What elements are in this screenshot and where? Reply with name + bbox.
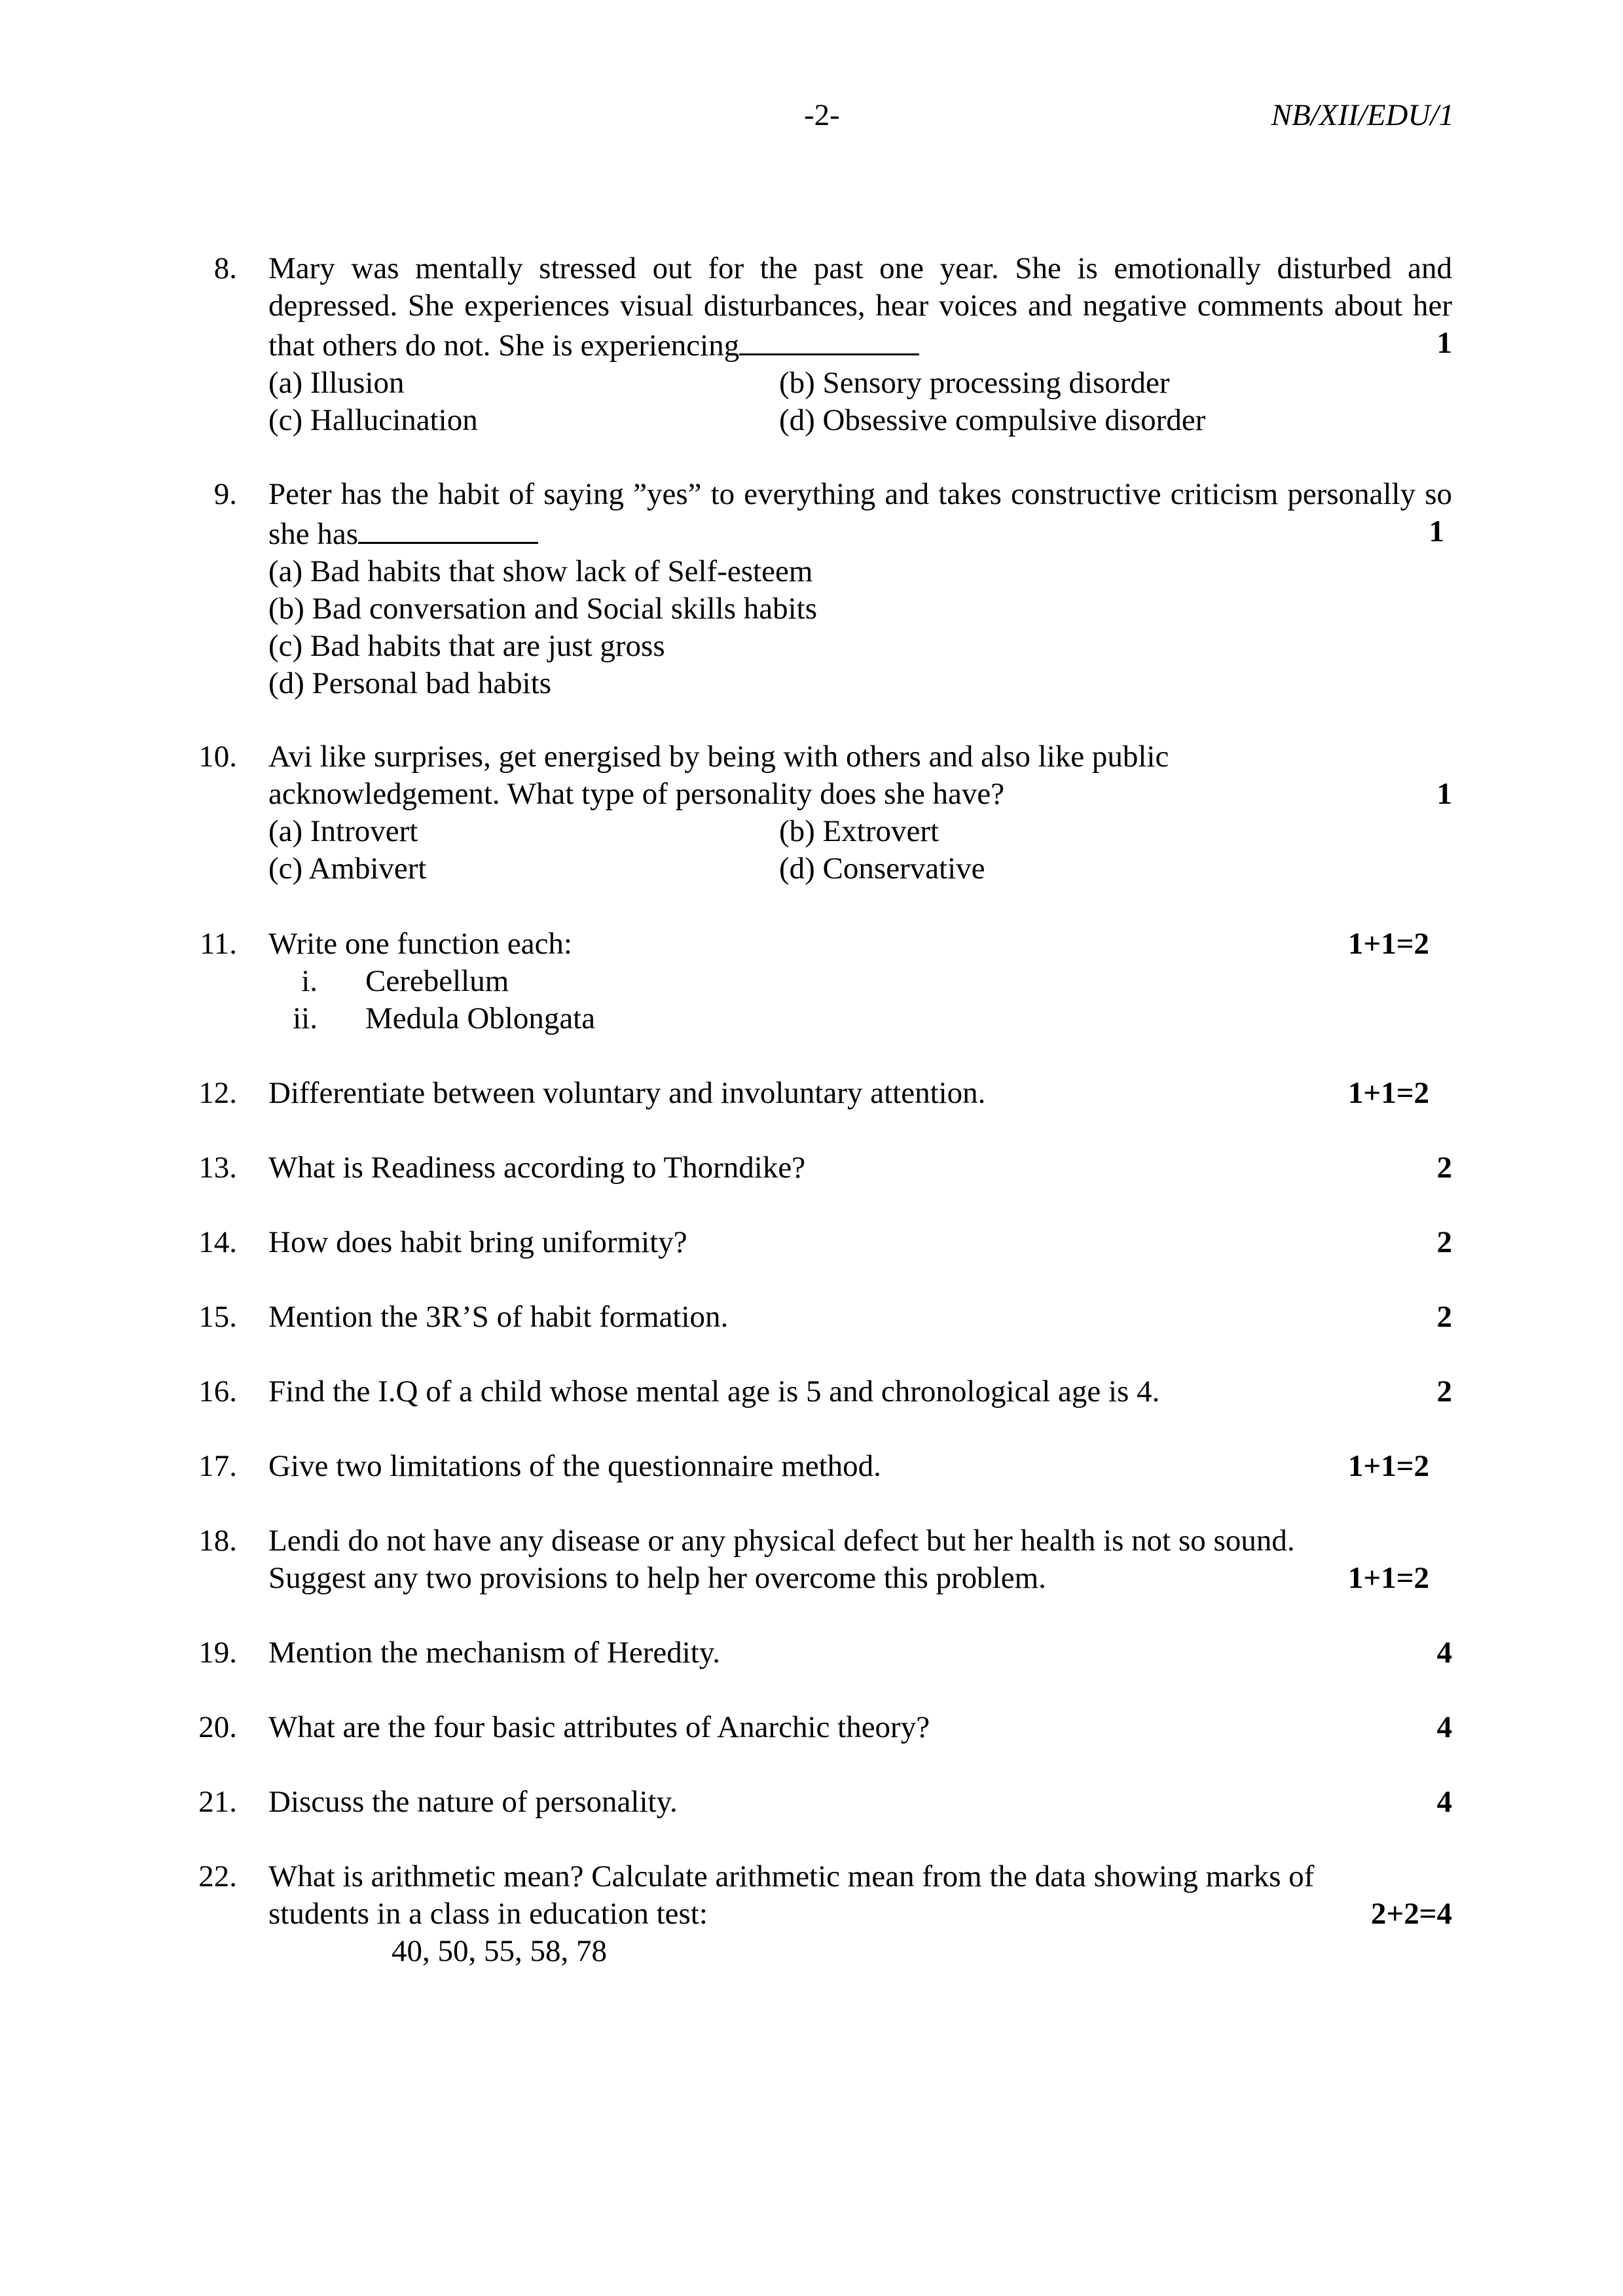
question-marks: 2 [1436,1300,1452,1334]
answer-blank [739,325,919,355]
question-number: 18. [198,1524,237,1558]
option-c: (c) Hallucination [268,403,478,437]
question-body [268,738,1452,888]
question-number: 20. [198,1710,237,1744]
question-number: 19. [198,1636,237,1670]
question-body [268,250,1452,439]
sub-item-2 [268,1000,1452,1037]
question-text [268,250,1452,365]
sub-item-text: Cerebellum [365,964,509,998]
question-number: 22. [198,1859,237,1893]
question-body [268,476,1452,702]
question-marks: 1+1=2 [1347,1076,1429,1110]
question-text: Find the I.Q of a child whose mental age is 5 and chronological age is 4. [268,1374,1160,1408]
question-number: 16. [198,1374,237,1408]
question-body [268,1858,1452,1970]
question-number: 12. [198,1076,237,1110]
option-d: (d) Personal bad habits [268,666,552,700]
question-marks: 2 [1436,1225,1452,1259]
answer-blank [358,513,538,544]
question-text-line-1: Avi like surprises, get energised by being with others and also like public [268,740,1169,774]
page-number: -2- [804,98,840,132]
question-text-line-1: What is arithmetic mean? Calculate arithmetic mean from the data showing marks of [268,1859,1315,1893]
option-b: (b) Bad conversation and Social skills habits [268,592,818,626]
question-number: 21. [198,1785,237,1819]
question-body [268,1149,1452,1187]
question-body [268,1299,1452,1336]
option-d: (d) Conservative [779,852,985,886]
option-c: (c) Bad habits that are just gross [268,629,665,663]
sub-item-number: i. [301,964,318,998]
question-body [268,1448,1452,1485]
question-text: Give two limitations of the questionnaire method. [268,1449,881,1483]
question-body [268,1075,1452,1112]
question-marks: 1+1=2 [1347,927,1429,961]
option-b: (b) Extrovert [779,814,939,848]
question-text: Discuss the nature of personality. [268,1785,678,1819]
question-text-content: Peter has the habit of saying ”yes” to everything and takes constructive criticism personally so she has [268,477,1452,551]
question-body [268,1224,1452,1261]
question-body [268,1373,1452,1410]
question-number: 15. [198,1300,237,1334]
question-number: 11. [199,927,237,961]
question-text: How does habit bring uniformity? [268,1225,687,1259]
question-text: What are the four basic attributes of Anarchic theory? [268,1710,930,1744]
question-number: 17. [198,1449,237,1483]
paper-code: NB/XII/EDU/1 [1271,98,1454,132]
question-number: 8. [213,251,237,285]
option-a: (a) Illusion [268,366,405,400]
question-text: Mention the mechanism of Heredity. [268,1636,721,1670]
option-d: (d) Obsessive compulsive disorder [779,403,1206,437]
question-marks: 1+1=2 [1347,1561,1429,1595]
option-b: (b) Sensory processing disorder [779,366,1170,400]
question-number: 13. [198,1151,237,1185]
question-text-content: Mary was mentally stressed out for the past one year. She is emotionally disturbed and depressed. She experiences visual disturbances, hear voices and negative comments about her that others do not. She is experiencing [268,251,1452,363]
options-row-2 [268,850,1452,888]
question-body [268,1784,1452,1821]
question-marks: 1+1=2 [1347,1449,1429,1483]
question-text-content: students in a class in education test: [268,1897,708,1931]
question-text-content: Write one function each: [268,927,572,961]
sub-item-1 [268,963,1452,1000]
question-number: 14. [198,1225,237,1259]
question-text: Mention the 3R’S of habit formation. [268,1300,729,1334]
question-text-content: acknowledgement. What type of personality does she have? [268,777,1005,811]
question-marks: 2 [1436,1151,1452,1185]
question-text [268,925,1452,963]
question-marks: 2+2=4 [1370,1897,1452,1931]
question-number: 9. [213,477,237,511]
sub-item-number: ii. [293,1001,318,1035]
question-text-line-2 [268,776,1452,813]
option-c: (c) Ambivert [268,852,427,886]
question-body [268,1522,1452,1597]
question-body [268,1709,1452,1746]
question-text-line-2 [268,1895,1452,1933]
question-marks: 2 [1436,1374,1452,1408]
question-marks: 1 [1436,326,1452,360]
question-text-line-1: Lendi do not have any disease or any physical defect but her health is not so sound. [268,1524,1295,1558]
question-marks: 4 [1436,1636,1452,1670]
data-values: 40, 50, 55, 58, 78 [392,1934,607,1968]
question-text-line-2 [268,1560,1452,1597]
option-a: (a) Bad habits that show lack of Self-esteem [268,554,813,588]
question-number: 10. [198,740,237,774]
question-text: Differentiate between voluntary and involuntary attention. [268,1076,986,1110]
question-text [268,476,1452,553]
question-text: What is Readiness according to Thorndike? [268,1151,806,1185]
question-body [268,1634,1452,1672]
question-marks: 1 [1436,777,1452,811]
sub-item-text: Medula Oblongata [365,1001,596,1035]
question-text-content: Suggest any two provisions to help her overcome this problem. [268,1561,1046,1595]
option-a: (a) Introvert [268,814,418,848]
question-marks: 4 [1436,1785,1452,1819]
question-marks: 1 [1429,514,1444,548]
options-row-1 [268,813,1452,850]
options-row-2 [268,402,1452,439]
question-marks: 4 [1436,1710,1452,1744]
options-row-1 [268,365,1452,402]
question-body [268,925,1452,1037]
